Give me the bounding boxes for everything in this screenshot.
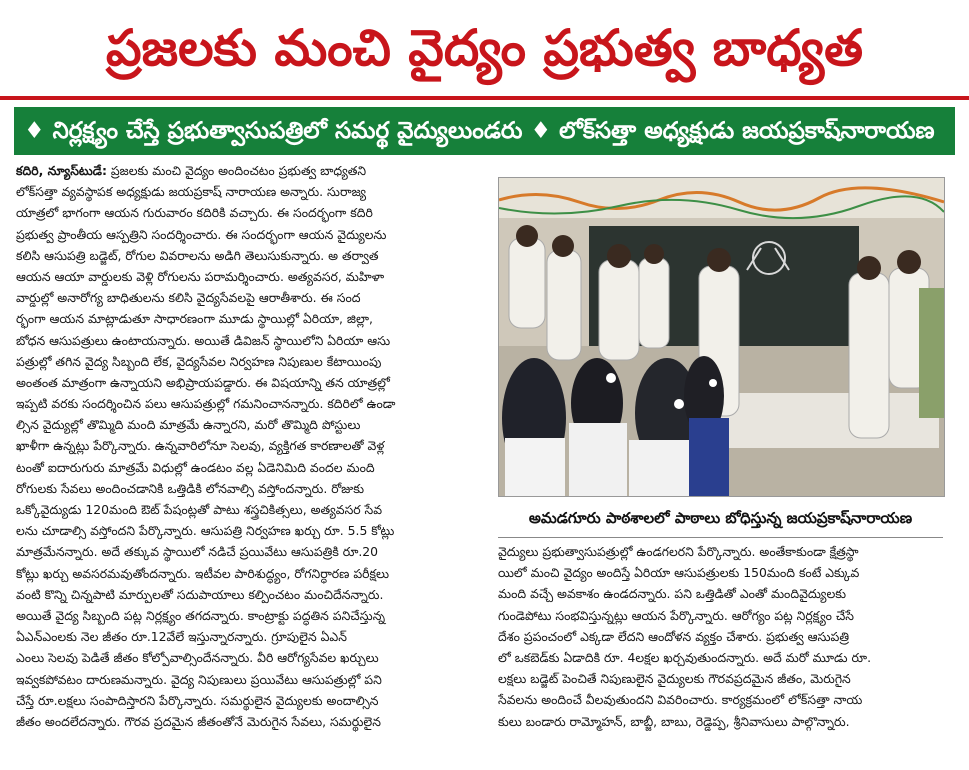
- article-line: వార్డుల్లో అనారోగ్య బాధితులను కలిసి వైద్యసేవలపై ఆరాతీశారు. ఈ సంద: [16, 290, 361, 306]
- article-line: చేస్తే రూ.లక్షలు సంపాదిస్తారని పేర్కొన్నారు. సమర్థులైన వైద్యులకు అందాల్సిన: [16, 692, 379, 708]
- article-line: కలిసి ఆసుపత్రి బడ్జెట్, రోగుల వివరాలను అడిగి తెలుసుకున్నారు. అ తర్వాత: [16, 247, 379, 263]
- article-line: ఖాళీగా ఉన్నట్లు పేర్కొన్నారు. ఉన్నవారిలోనూ సెలవు, వ్యక్తిగత కారణాలతో వెళ్ల: [16, 438, 385, 454]
- article-column-right: [498, 541, 944, 757]
- article-line: లక్షలు బడ్జెట్ పెంచితే నిపుణులైన వైద్యులకు గౌరవప్రదమైన జీతం, మెరుగైన: [498, 671, 851, 687]
- article-line: మాత్రమేనన్నారు. అదే తక్కువ స్థాయిలో నడిచే ప్రయివేటు ఆసుపత్రికి రూ.20: [16, 544, 379, 560]
- photo-caption: అమడగూరు పాఠశాలలో పాఠాలు బోధిస్తున్న జయప్రకాష్‌నారాయణ: [498, 499, 943, 538]
- article-line: ర్భంగా ఆయన మాట్లాడుతూ సాధారణంగా మూడు స్థాయిల్లో ఏరియా, జిల్లా,: [16, 311, 373, 327]
- article-line-first: [16, 160, 490, 181]
- article-line: యాత్రలో భాగంగా ఆయన గురువారం కదిరికి వచ్చారు. ఈ సందర్భంగా కదిరి: [16, 205, 373, 221]
- article-line: ల్సిన వైద్యుల్లో తొమ్మిది మంది మాత్రమే ఉన్నారని, మరో తొమ్మిది పోస్టులు: [16, 417, 361, 433]
- article-line: వైద్యులు ప్రభుత్వాసుపత్రుల్లో ఉండగలరని పేర్కొన్నారు. అంతేకాకుండా క్షేత్రస్థా: [498, 544, 859, 559]
- article-line: ఒక్కోవైద్యుడు 120మంది ఔట్ పేషంట్లతో పాటు శస్త్రచికిత్సలు, అత్యవసర సేవ: [16, 502, 383, 517]
- article-line: రోగులకు సేవలు అందించడానికి ఒత్తిడికి లోనవాల్సి వస్తోందన్నారు. రోజుకు: [16, 480, 364, 496]
- classroom-photo: [498, 177, 945, 497]
- article-line: బోధన ఆసుపత్రులు ఉంటాయన్నారు. అయితే డివిజన్ స్థాయిలోని ఏరియా ఆసు: [16, 332, 391, 348]
- headline: ప్రజలకు మంచి వైద్యం ప్రభుత్వ బాధ్యత: [105, 19, 864, 77]
- article-line: ప్రభుత్వ ప్రాంతీయ ఆస్పత్రిని సందర్శించారు. ఈ సందర్భంగా ఆయన వైద్యులను: [16, 226, 387, 242]
- article-column-left: [16, 160, 490, 760]
- classroom-photo-illustration: [499, 178, 944, 496]
- article-line: లను చూడాల్సి వస్తోందని పేర్కొన్నారు. ఆసుపత్రి నిర్వహణ ఖర్చు రూ. 5.5 కోట్లు: [16, 523, 395, 539]
- article-line: ఇప్పటి వరకు సందర్శించిన పలు ఆసుపత్రుల్లో గమనించానన్నారు. కదిరిలో ఉండా: [16, 396, 396, 412]
- headline-banner: [0, 0, 969, 100]
- dateline: కదిరి, న్యూస్‌టుడే:: [16, 163, 107, 178]
- article-line: కులు బండారు రామ్మోహన్, బాబ్జీ, బాబు, రెడ్డెప్ప, శ్రీనివాసులు పాల్గొన్నారు.: [498, 713, 850, 729]
- article-line: ఇవ్వకపోవటం దారుణమన్నారు. వైద్య నిపుణులు ప్రయివేటు ఆసుపత్రుల్లో పని: [16, 671, 382, 687]
- article-line: ఎంలు సెలవు పెడితే జీతం కోల్పోవాల్సిందేనన్నారు. వీరి ఆరోగ్యసేవల ఖర్చులు: [16, 650, 379, 666]
- article-line: మంది వచ్చే అవకాశం ఉండదన్నారు. పని ఒత్తిడితో ఎంతో మందివైద్యులకు: [498, 586, 847, 602]
- article-line: దేశం ప్రపంచంలో ఎక్కడా లేదని ఆందోళన వ్యక్తం చేశారు. ప్రభుత్వ ఆసుపత్రి: [498, 628, 850, 644]
- article-line: ప్రజలకు మంచి వైద్యం అందించటం ప్రభుత్వ బాధ్యతని: [110, 163, 367, 178]
- subheadline-bar: [14, 107, 955, 155]
- article-line: జీతం అందలేదన్నారు. గౌరవ ప్రదమైన జీతంతోనే మెరుగైన సేవలు, సమర్థులైన: [16, 713, 381, 729]
- article-line: ఆయన ఆయా వార్డులకు వెళ్లి రోగులను పరామర్శించారు. అత్యవసర, మహిళా: [16, 268, 385, 284]
- article-line: వంటి కొన్ని చిన్నపాటి మార్పులతో సదుపాయాలు కల్పించటం మంచిదేనన్నారు.: [16, 586, 384, 602]
- article-line: లో ఒకబెడ్‌కు ఏడాదికి రూ. 4లక్షల ఖర్చవుతుందన్నారు. అదే మరో మూడు రూ.: [498, 649, 872, 665]
- article-line: కోట్లు ఖర్చు అవసరమవుతోందన్నారు. ఇటీవల పారిశుద్ధ్యం, రోగనిర్ధారణ పరీక్షలు: [16, 565, 390, 581]
- article-line: అంతంత మాత్రంగా ఉన్నాయని అభిప్రాయపడ్డారు. ఈ విషయాన్ని తన యాత్రల్లో: [16, 374, 390, 390]
- article-line: టంతో ఐదారుగురు మాత్రమే విధుల్లో ఉండటం వల్ల ఏడెనిమిది వందల మంది: [16, 459, 375, 475]
- article-line: అయితే వైద్య సిబ్బంది పట్ల నిర్లక్ష్యం తగదన్నారు. కాంట్రాక్టు పద్ధతిన పనిచేస్తున్న: [16, 607, 386, 623]
- article-line: పత్రుల్లో తగిన వైద్య సిబ్బంది లేక, వైద్యసేవల నిర్వహణ నిపుణుల కేటాయింపు: [16, 353, 382, 369]
- article-line: గుండెపోటు సంభవిస్తున్నట్లు ఆయన పేర్కొన్నారు. ఆరోగ్యం పట్ల నిర్లక్ష్యం చేసే: [498, 607, 854, 623]
- article-line: సేవలను అందించే వీలవుతుందని వివరించారు. కార్యక్రమంలో లోక్‌సత్తా నాయ: [498, 692, 863, 708]
- article-line: ఏఎన్ఎంలకు నెల జీతం రూ.12వేలే ఇస్తున్నారన్నారు. గ్రూపులైన ఏఎన్: [16, 629, 347, 645]
- article-line: యిలో మంచి వైద్యం అందిస్తే ఏరియా ఆసుపత్రులకు 150మంది కంటే ఎక్కువ: [498, 565, 860, 581]
- article-line: లోక్‌సత్తా వ్యవస్థాపక అధ్యక్షుడు జయప్రకాష్ నారాయణ అన్నారు. సురాజ్య: [16, 184, 367, 200]
- subheadline: ♦ నిర్లక్ష్యం చేస్తే ప్రభుత్వాసుపత్రిలో సమర్థ వైద్యులుండరు ♦ లోక్‌సత్తా అధ్యక్షుడు జయప్రకాష్‌నారాయణ: [24, 118, 935, 144]
